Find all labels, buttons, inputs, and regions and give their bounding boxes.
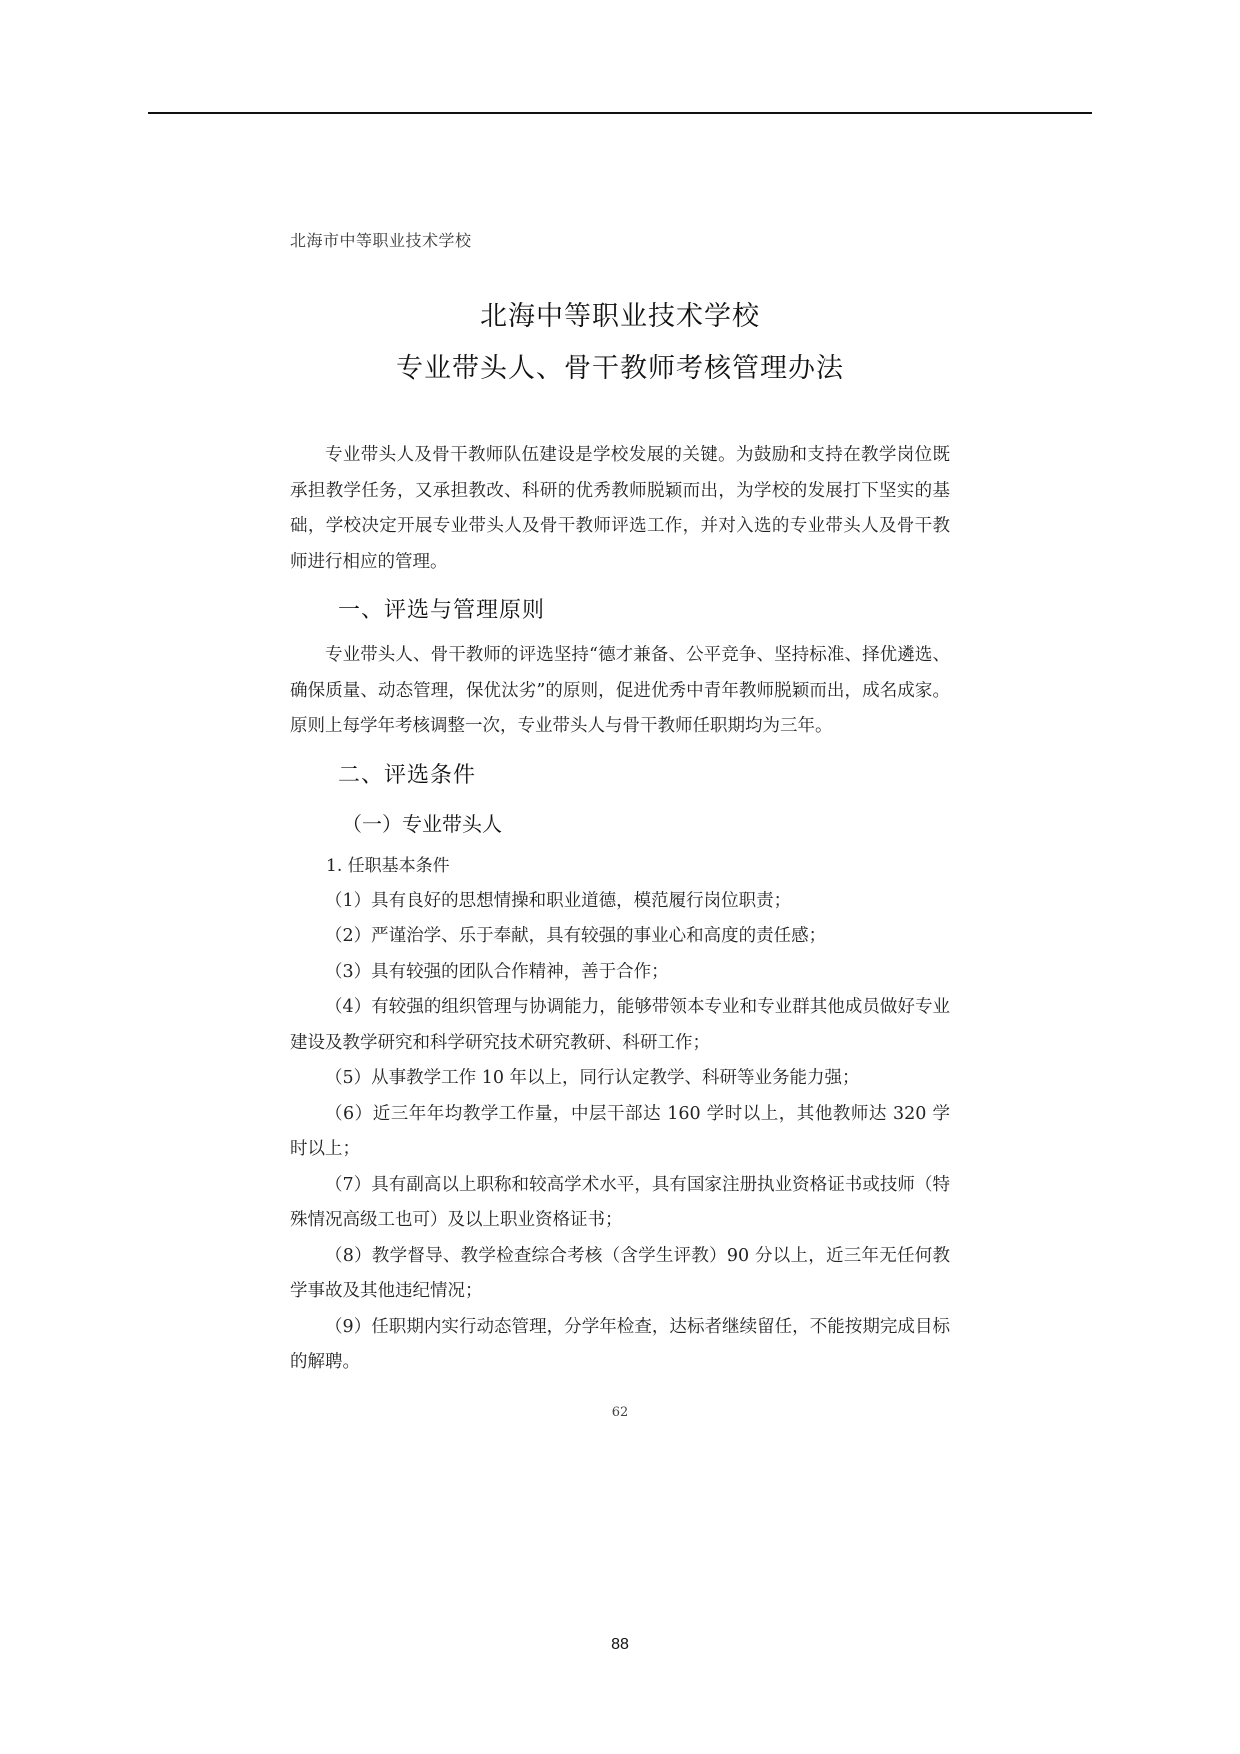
item-title: 1. 任职基本条件 bbox=[326, 855, 450, 876]
inner-page-number: 62 bbox=[611, 1404, 629, 1420]
intro-paragraph: 专业带头人及骨干教师队伍建设是学校发展的关键。为鼓励和支持在教学岗位既承担教学任务，又承担教改、科研的优秀教师脱颖而出，为学校的发展打下坚实的基础，学校决定开展专业带头人及骨干教师评选工作，并对入选的专业带头人及骨干教师进行相应的管理。 bbox=[290, 445, 950, 572]
condition-item: （3）具有较强的团队合作精神，善于合作； bbox=[325, 961, 669, 982]
condition-item: （2）严谨治学、乐于奉献，具有较强的事业心和高度的责任感； bbox=[325, 926, 827, 946]
section-2-heading: 二、评选条件 bbox=[338, 762, 477, 788]
condition-item: （9）任职期内实行动态管理，分学年检查，达标者继续留任，不能按期完成目标的解聘。 bbox=[290, 1316, 950, 1372]
page-number: 88 bbox=[611, 1636, 629, 1653]
title-line-2: 专业带头人、骨干教师考核管理办法 bbox=[396, 353, 844, 384]
top-rule bbox=[148, 112, 1092, 114]
section-1-heading: 一、评选与管理原则 bbox=[338, 598, 546, 623]
title-line-1: 北海中等职业技术学校 bbox=[480, 301, 760, 332]
condition-item: （4）有较强的组织管理与协调能力，能够带领本专业和专业群其他成员做好专业建设及教学研究和科学研究技术研究教研、科研工作； bbox=[290, 997, 950, 1053]
scanned-page bbox=[290, 228, 950, 1420]
condition-item: （6）近三年年均教学工作量，中层干部达 160 学时以上，其他教师达 320 学时以上； bbox=[290, 1103, 950, 1159]
conditions-list bbox=[290, 884, 950, 1381]
section-2-subheading: （一）专业带头人 bbox=[342, 811, 502, 836]
condition-item: （7）具有副高以上职称和较高学术水平，具有国家注册执业资格证书或技师（特殊情况高级工也可）及以上职业资格证书； bbox=[290, 1174, 950, 1230]
condition-item: （8）教学督导、教学检查综合考核（含学生评教）90 分以上，近三年无任何教学事故及其他违纪情况； bbox=[290, 1245, 950, 1301]
condition-item: （1）具有良好的思想情操和职业道德，模范履行岗位职责； bbox=[325, 890, 792, 911]
section-1-text: 专业带头人、骨干教师的评选坚持“德才兼备、公平竞争、坚持标准、择优遴选、确保质量、动态管理，保优汰劣”的原则，促进优秀中青年教师脱颖而出，成名成家。原则上每学年考核调整一次，专业带头人与骨干教师任职期均为三年。 bbox=[290, 645, 950, 736]
school-header: 北海市中等职业技术学校 bbox=[290, 231, 472, 250]
document-title bbox=[290, 291, 950, 395]
condition-item: （5）从事教学工作 10 年以上，同行认定教学、科研等业务能力强； bbox=[325, 1068, 860, 1088]
